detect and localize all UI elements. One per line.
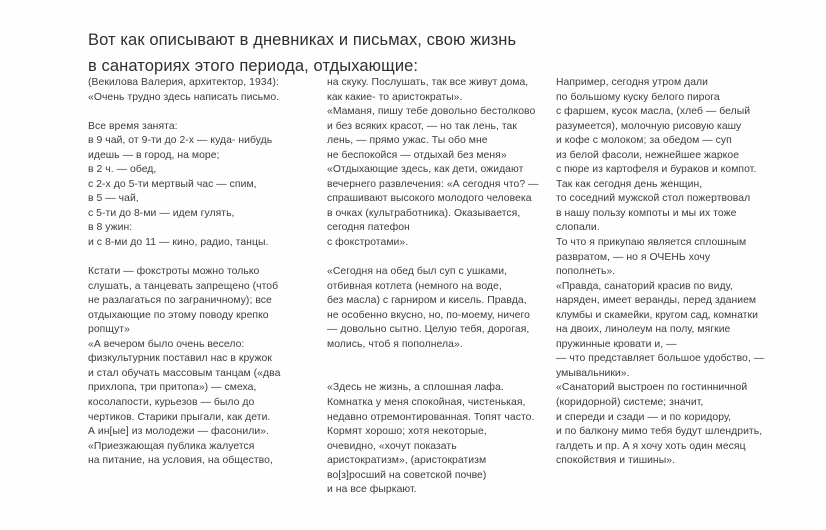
text-line: ропщут» [88, 324, 130, 336]
text-line: «А вечером было очень весело: [88, 338, 245, 350]
text-line: — довольно сытно. Целую тебя, дорогая, [327, 324, 530, 336]
text-line: клумбы и скамейки, кругом сад, комнатки [556, 309, 758, 321]
text-line: идешь — в город, на море; [88, 149, 220, 161]
paragraph-spacer [327, 251, 553, 266]
text-line: — что представляет большое удобство, — [556, 353, 765, 365]
text-line: сегодня патефон [327, 222, 410, 234]
text-line: во[з]росший на советской почве) [327, 469, 487, 481]
text-line: с 5-ти до 8-ми — идем гулять, [88, 207, 235, 219]
paragraph [327, 265, 553, 352]
text-line: чертиков. Старики прыгали, как дети. [88, 411, 271, 423]
text-line: «Очень трудно здесь написать письмо. [88, 91, 280, 103]
text-line: как какие- то аристократы». [327, 91, 463, 103]
text-line: То что я прикупаю является сплошным [556, 237, 747, 249]
text-line: физкультурник поставил нас в кружок [88, 353, 272, 365]
text-line: не разлагаться по заграничному); все [88, 295, 272, 307]
paragraph-spacer [327, 367, 553, 382]
text-line: без масла) с гарниром и кисель. Правда, [327, 295, 527, 307]
text-line: Кормят хорошо; хотя некоторые, [327, 426, 487, 438]
text-line: в 5 — чай, [88, 193, 139, 205]
paragraph [88, 265, 320, 469]
text-line: с фокстротами». [327, 237, 409, 249]
text-line: «Маманя, пишу тебе довольно бестолково [327, 106, 536, 118]
text-line: на скуку. Послушать, так все живут дома, [327, 77, 529, 88]
text-line: и по балкону мимо тебя будут шлендрить, [556, 426, 763, 438]
text-line: А ин[ые] из молодежи — фасонили». [88, 426, 269, 438]
text-line: из белой фасоли, нежнейшее жаркое [556, 149, 740, 161]
title-line: в санаториях этого периода, отдыхающие: [88, 57, 419, 76]
text-line: разумеется), молочную рисовую кашу [556, 120, 742, 132]
text-line: с 2-х до 5-ти мертвый час — спим, [88, 178, 257, 190]
text-line: на питание, на условия, на общество, [88, 455, 273, 467]
text-line: лень, — прямо ужас. Ты обо мне [327, 135, 488, 147]
text-line: наряден, имеет веранды, перед зданием [556, 295, 757, 307]
text-line: развратом, — но я ОЧЕНЬ хочу [556, 251, 711, 263]
text-line: «Санаторий выстроен по гостинничной [556, 382, 748, 394]
title-line: Вот как описывают в дневниках и письмах, свою жизнь [88, 31, 517, 50]
text-columns [0, 76, 826, 530]
text-line: и спереди и сзади — и по коридору, [556, 411, 732, 423]
text-line: то соседний мужской стол пожертвовал [556, 193, 751, 205]
text-line: молись, чтоб я пополнела». [327, 338, 463, 350]
text-line: косолапости, курьезов — было до [88, 397, 255, 409]
text-line: в 2 ч. — обед, [88, 164, 157, 176]
text-line: аристократизм», (аристократизм [327, 455, 487, 467]
text-line: и с 8-ми до 11 — кино, радио, танцы. [88, 237, 269, 249]
text-line: в нашу пользу компоты и мы их тоже [556, 207, 737, 219]
paragraph-spacer [327, 352, 553, 367]
paragraph [88, 76, 320, 105]
page-title [88, 27, 748, 79]
paragraph-spacer [88, 105, 320, 120]
text-column-3 [556, 76, 784, 469]
text-line: «Правда, санаторий красив по виду, [556, 280, 733, 292]
text-column-1 [88, 76, 320, 469]
text-line: в очках (культработника). Оказывается, [327, 207, 521, 219]
paragraph [327, 76, 553, 251]
text-line: «Здесь не жизнь, а сплошная лафа. [327, 382, 504, 394]
text-line: Например, сегодня утром дали [556, 77, 709, 88]
paragraph [327, 381, 553, 497]
text-line: отбивная котлета (немного на воде, [327, 280, 502, 292]
text-line: пополнеть». [556, 266, 616, 278]
text-line: Комнатка у меня спокойная, чистенькая, [327, 397, 526, 409]
text-line: «Сегодня на обед был суп с ушками, [327, 266, 507, 278]
text-line: и без всяких красот, — но так лень, так [327, 120, 517, 132]
paragraph [556, 76, 784, 469]
text-line: не беспокойся — отдыхай без меня» [327, 149, 507, 161]
text-line: очевидно, «хочут показать [327, 440, 457, 452]
text-line: и стал обучать массовым танцам («два [88, 367, 281, 379]
text-line: пружинные кровати и, — [556, 338, 677, 350]
text-line: спрашивают высокого молодого человека [327, 193, 532, 205]
text-line: (коридорной) системе; значит, [556, 397, 704, 409]
text-line: и на все фыркают. [327, 484, 417, 496]
text-line: и кофе с молоком; за обедом — суп [556, 135, 732, 147]
text-line: «Отдыхающие здесь, как дети, ожидают [327, 164, 524, 176]
text-line: с фаршем, кусок масла, (хлеб — белый [556, 106, 751, 118]
text-line: спокойствия и тишины». [556, 455, 676, 467]
text-line: слушать, а танцевать запрещено (чтоб [88, 280, 279, 292]
text-line: на двоих, линолеум на полу, мягкие [556, 324, 731, 336]
text-line: слопали. [556, 222, 600, 234]
text-line: Все время занята: [88, 120, 178, 132]
text-line: (Векилова Валерия, архитектор, 1934): [88, 77, 279, 88]
text-line: отдыхающие по этому поводу крепко [88, 309, 269, 321]
text-line: с пюре из картофеля и бураков и компот. [556, 164, 757, 176]
paragraph-spacer [88, 251, 320, 266]
text-line: умывальники». [556, 367, 630, 379]
text-line: в 8 ужин: [88, 222, 133, 234]
text-line: вечернего развлечения: «А сегодня что? — [327, 178, 539, 190]
text-line: Так как сегодня день женщин, [556, 178, 703, 190]
paragraph [88, 120, 320, 251]
text-column-2 [327, 76, 553, 498]
text-line: галдеть и пр. А я хочу хоть один месяц [556, 440, 746, 452]
text-line: по большому куску белого пирога [556, 91, 720, 103]
text-line: «Приезжающая публика жалуется [88, 440, 255, 452]
text-line: недавно отремонтированная. Топят часто. [327, 411, 535, 423]
text-line: в 9 чай, от 9-ти до 2-х — куда- нибудь [88, 135, 273, 147]
text-line: не особенно вкусно, но, по-моему, ничего [327, 309, 530, 321]
text-line: Кстати — фокстроты можно только [88, 266, 260, 278]
text-line: прихлопа, три притопа») — смеха, [88, 382, 257, 394]
